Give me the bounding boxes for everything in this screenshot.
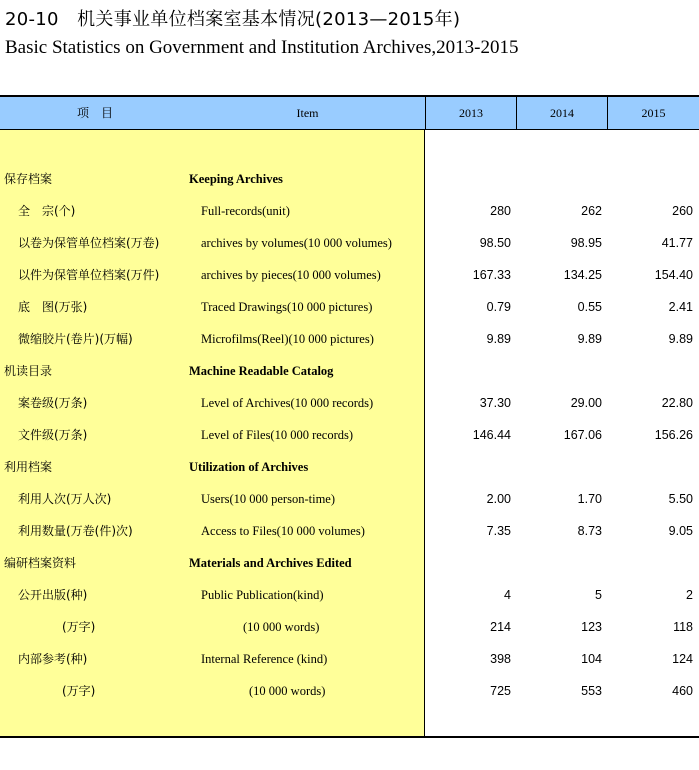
table-row <box>0 643 699 675</box>
value-cell-2015: 9.89 <box>668 332 693 346</box>
value-cell-2014: 29.00 <box>570 396 602 410</box>
row-label-en: Public Publication(kind) <box>201 588 324 602</box>
table-row <box>0 227 699 259</box>
row-label-en: Traced Drawings(10 000 pictures) <box>201 300 373 314</box>
row-label-cn: 利用人次(万人次) <box>18 492 112 506</box>
section-row <box>0 451 699 483</box>
row-label-en: Microfilms(Reel)(10 000 pictures) <box>201 332 374 346</box>
header-item-en: Item <box>296 106 319 120</box>
value-cell-2014: 9.89 <box>577 332 602 346</box>
section-row <box>0 547 699 579</box>
value-cell-2014: 5 <box>595 588 602 602</box>
value-cell-2015: 9.05 <box>668 524 693 538</box>
value-cell-2013: 167.33 <box>472 268 511 282</box>
row-label-cn: 微缩胶片(卷片)(万幅) <box>18 332 133 346</box>
row-label-cn: 以件为保管单位档案(万件) <box>18 268 160 282</box>
value-cell-2015: 5.50 <box>668 492 693 506</box>
row-label-en: Level of Files(10 000 records) <box>201 428 354 442</box>
row-label-cn: 公开出版(种) <box>18 588 88 602</box>
table-row <box>0 387 699 419</box>
row-label-cn: 案卷级(万条) <box>18 396 88 410</box>
page-title-cn: 20-10 机关事业单位档案室基本情况(2013—2015年) <box>5 9 461 30</box>
row-label-en: Full-records(unit) <box>201 204 290 218</box>
value-cell-2014: 8.73 <box>577 524 602 538</box>
row-label-en: Level of Archives(10 000 records) <box>201 396 374 410</box>
table-row <box>0 579 699 611</box>
row-label-cn: 机读目录 <box>4 364 53 378</box>
value-cell-2013: 2.00 <box>486 492 511 506</box>
row-label-en: Users(10 000 person-time) <box>201 492 335 506</box>
section-row <box>0 355 699 387</box>
row-label-en: archives by volumes(10 000 volumes) <box>201 236 392 250</box>
value-cell-2013: 0.79 <box>486 300 511 314</box>
value-cell-2015: 156.26 <box>654 428 693 442</box>
value-cell-2014: 262 <box>581 204 602 218</box>
value-cell-2013: 98.50 <box>479 236 511 250</box>
value-cell-2013: 398 <box>490 652 511 666</box>
row-label-en: Internal Reference (kind) <box>201 652 328 666</box>
row-label-cn: 文件级(万条) <box>18 428 88 442</box>
value-cell-2013: 146.44 <box>472 428 511 442</box>
header-year-2014: 2014 <box>550 106 574 120</box>
value-cell-2014: 134.25 <box>563 268 602 282</box>
value-cell-2014: 104 <box>581 652 602 666</box>
value-cell-2015: 260 <box>672 204 693 218</box>
row-label-cn: 底 图(万张) <box>18 300 88 314</box>
value-cell-2013: 9.89 <box>486 332 511 346</box>
value-cell-2014: 1.70 <box>577 492 602 506</box>
row-label-cn: 以卷为保管单位档案(万卷) <box>18 236 160 250</box>
value-cell-2013: 214 <box>490 620 511 634</box>
row-label-cn: 利用数量(万卷(件)次) <box>18 524 133 538</box>
table-row <box>0 611 699 643</box>
row-label-en: Materials and Archives Edited <box>189 556 352 570</box>
value-cell-2014: 98.95 <box>570 236 602 250</box>
value-cell-2013: 4 <box>504 588 511 602</box>
value-cell-2015: 124 <box>672 652 693 666</box>
value-cell-2013: 7.35 <box>486 524 511 538</box>
value-cell-2015: 2 <box>686 588 693 602</box>
value-cell-2014: 167.06 <box>563 428 602 442</box>
value-cell-2014: 0.55 <box>577 300 602 314</box>
value-cell-2013: 725 <box>490 684 511 698</box>
row-label-en: Utilization of Archives <box>189 460 309 474</box>
value-cell-2013: 37.30 <box>479 396 511 410</box>
value-cell-2014: 553 <box>581 684 602 698</box>
row-label-cn: (万字) <box>62 620 96 634</box>
value-cell-2015: 2.41 <box>668 300 693 314</box>
row-label-en: (10 000 words) <box>249 684 326 698</box>
row-label-en: Keeping Archives <box>189 172 283 186</box>
page-title-en: Basic Statistics on Government and Institution Archives,2013-2015 <box>5 37 519 58</box>
row-label-cn: (万字) <box>62 684 96 698</box>
row-label-en: (10 000 words) <box>243 620 320 634</box>
row-label-cn: 全 宗(个) <box>18 204 76 218</box>
row-label-cn: 利用档案 <box>4 460 53 474</box>
value-cell-2015: 22.80 <box>661 396 693 410</box>
table-row <box>0 483 699 515</box>
value-cell-2015: 41.77 <box>661 236 693 250</box>
table-row <box>0 323 699 355</box>
table-row <box>0 195 699 227</box>
header-item-cn: 项 目 <box>76 106 113 120</box>
row-label-cn: 内部参考(种) <box>18 652 88 666</box>
table-row <box>0 291 699 323</box>
row-label-en: Access to Files(10 000 volumes) <box>201 524 365 538</box>
row-label-cn: 编研档案资料 <box>4 556 77 570</box>
section-row <box>0 163 699 195</box>
value-cell-2014: 123 <box>581 620 602 634</box>
value-cell-2015: 118 <box>673 620 693 634</box>
value-cell-2013: 280 <box>490 204 511 218</box>
table-header <box>0 97 699 130</box>
value-cell-2015: 460 <box>672 684 693 698</box>
header-year-2013: 2013 <box>459 106 483 120</box>
row-label-cn: 保存档案 <box>4 172 53 186</box>
table-row <box>0 419 699 451</box>
header-year-2015: 2015 <box>641 106 666 120</box>
statistics-table <box>0 95 699 738</box>
table-row <box>0 259 699 291</box>
row-label-en: archives by pieces(10 000 volumes) <box>201 268 381 282</box>
row-label-en: Machine Readable Catalog <box>189 364 334 378</box>
table-row <box>0 675 699 707</box>
table-row <box>0 515 699 547</box>
value-cell-2015: 154.40 <box>654 268 693 282</box>
